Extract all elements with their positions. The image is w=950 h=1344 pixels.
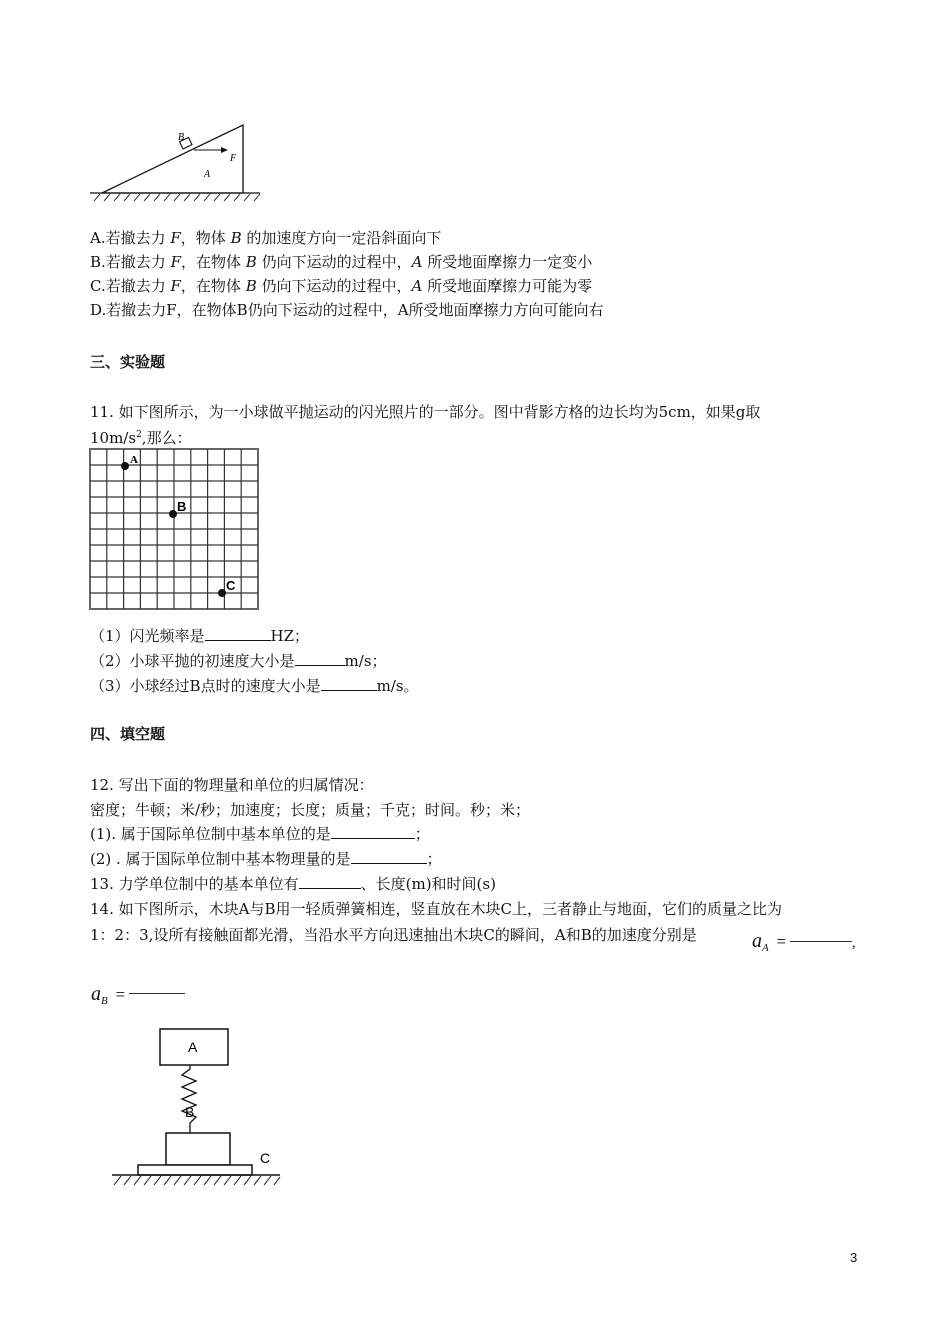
accel-a-expression: $a_A$ = , xyxy=(752,930,856,954)
block-a-label: A xyxy=(188,1039,198,1055)
label-a: A xyxy=(204,169,211,180)
q12-line4: (2) . 属于国际单位制中基本物理量的是 ； xyxy=(90,850,442,868)
blank-accel-a[interactable] xyxy=(790,941,852,942)
q11-sub3: （3）小球经过B点时的速度大小是 m/s。 xyxy=(90,677,419,695)
q13-line: 13. 力学单位制中的基本单位有 、长度(m)和时间(s) xyxy=(90,875,496,893)
blank-speed-b[interactable] xyxy=(321,676,377,691)
q11-line2: $10m/s^2$,那么： xyxy=(90,429,192,447)
blank-base-quantities[interactable] xyxy=(351,849,427,864)
block-b-box xyxy=(166,1133,230,1165)
q11-line1: 11. 如下图所示，为一小球做平抛运动的闪光照片的一部分。图中背影方格的边长均为5cm，如果g取 xyxy=(90,403,761,421)
q12-line1: 12. 写出下面的物理量和单位的归属情况： xyxy=(90,776,374,794)
spring xyxy=(182,1065,196,1133)
page-number: 3 xyxy=(850,1250,858,1265)
label-b: B xyxy=(178,132,185,143)
block-b-label: B xyxy=(185,1104,195,1120)
q14-line1: 14. 如下图所示，木块A与B用一轻质弹簧相连，竖直放在木块C上，三者静止与地面，它们的质量之比为 xyxy=(90,900,782,918)
blank-mass-unit[interactable] xyxy=(299,874,361,889)
blank-accel-b[interactable] xyxy=(129,993,185,994)
point-a xyxy=(121,462,129,470)
point-b-label: B xyxy=(177,499,187,514)
option-c: C.若撤去力 F，在物体 B 仍向下运动的过程中，A 所受地面摩擦力可能为零 xyxy=(90,277,593,295)
block-c xyxy=(138,1165,252,1175)
point-a-label: A xyxy=(130,454,138,466)
spring-blocks-figure xyxy=(110,1025,285,1190)
point-c xyxy=(218,589,226,597)
floor-hatching xyxy=(114,1176,280,1185)
q12-line2: 密度；牛顿；米/秒；加速度；长度；质量；千克；时间。秒；米； xyxy=(90,801,531,819)
incline-wedge xyxy=(102,125,243,193)
option-d: D.若撤去力F，在物体B仍向下运动的过程中，A所受地面摩擦力方向可能向右 xyxy=(90,301,604,319)
q12-line3: (1). 属于国际单位制中基本单位的是 ； xyxy=(90,825,430,843)
arrow-head-icon xyxy=(221,147,228,153)
q11-sub2: （2）小球平抛的初速度大小是 m/s； xyxy=(90,652,387,670)
q14-line2: 1：2：3,设所有接触面都光滑，当沿水平方向迅速抽出木块C的瞬间，A和B的加速度分别是 xyxy=(90,926,697,944)
blank-frequency[interactable] xyxy=(205,626,271,641)
option-b: B.若撤去力 F，在物体 B 仍向下运动的过程中，A 所受地面摩擦力一定变小 xyxy=(90,253,593,271)
section-heading-fill: 四、填空题 xyxy=(90,725,166,743)
accel-b-expression: $a_B$ = xyxy=(91,983,185,1006)
block-c-label: C xyxy=(260,1150,271,1166)
section-heading-experiment: 三、实验题 xyxy=(90,353,166,371)
point-c-label: C xyxy=(226,578,236,593)
option-a: A.若撤去力 F，物体 B 的加速度方向一定沿斜面向下 xyxy=(90,229,442,247)
blank-base-units[interactable] xyxy=(331,824,415,839)
flash-photo-grid xyxy=(89,448,261,613)
label-f: F xyxy=(230,153,237,164)
incline-figure xyxy=(88,120,268,202)
q11-sub1: （1）闪光频率是 HZ； xyxy=(90,627,310,645)
blank-initial-speed[interactable] xyxy=(295,651,345,666)
point-b xyxy=(169,510,177,518)
ground-hatching xyxy=(94,194,260,201)
